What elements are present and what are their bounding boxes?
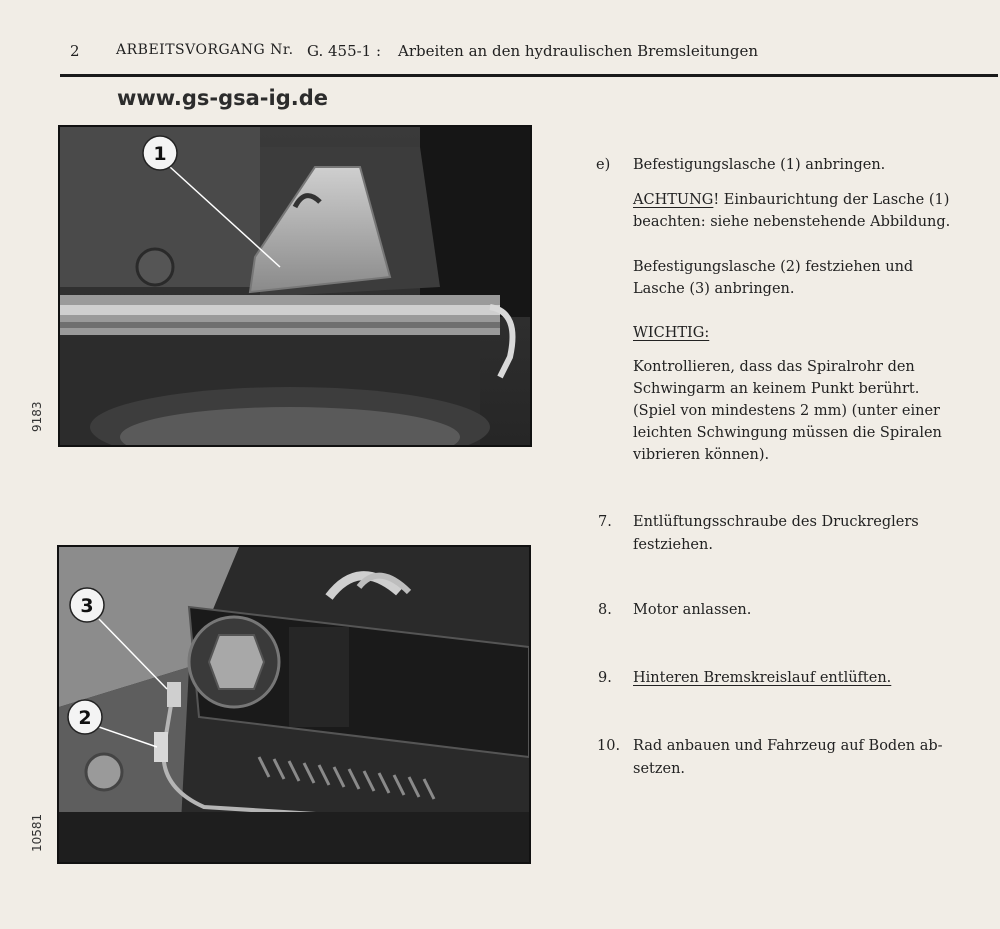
para2-line-1: Befestigungslasche (2) festziehen und	[633, 259, 914, 275]
header-rule	[60, 74, 998, 77]
callout-1: 1	[153, 143, 167, 165]
step-10-line-1: Rad anbauen und Fahrzeug auf Boden ab-	[633, 738, 943, 754]
callout-3: 3	[80, 595, 94, 617]
operation-code: G. 455-1 :	[307, 42, 382, 60]
achtung-word: ACHTUNG	[633, 192, 714, 208]
page-title: Arbeiten an den hydraulischen Bremsleitungen	[398, 42, 759, 60]
photo-mounting-bracket	[58, 125, 532, 447]
photo-number: 9183	[30, 401, 44, 432]
callout-2: 2	[78, 707, 92, 729]
wichtig-heading: WICHTIG:	[633, 325, 710, 341]
wichtig-line-5: vibrieren können).	[633, 447, 770, 463]
step-e-line: Befestigungslasche (1) anbringen.	[633, 157, 886, 173]
step-9-text: Hinteren Bremskreislauf entlüften.	[633, 670, 892, 686]
step-10-line-2: setzen.	[633, 761, 686, 777]
step-marker-10: 10.	[597, 738, 621, 754]
step-marker-e: e)	[596, 157, 611, 173]
wichtig-line-2: Schwingarm an keinem Punkt berührt.	[633, 381, 920, 397]
step-marker-7: 7.	[598, 514, 612, 530]
para2-line-2: Lasche (3) anbringen.	[633, 281, 795, 297]
step-marker-8: 8.	[598, 602, 612, 618]
achtung-line-2: beachten: siehe nebenstehende Abbildung.	[633, 214, 951, 230]
step-marker-9: 9.	[598, 670, 612, 686]
achtung-rest: ! Einbaurichtung der Lasche (1)	[713, 192, 950, 208]
page-number: 2	[70, 42, 81, 60]
photo-swing-arm	[57, 545, 531, 864]
achtung-line	[633, 189, 949, 212]
step-7-line-1: Entlüftungsschraube des Druckreglers	[633, 514, 919, 530]
wichtig-line-1: Kontrollieren, dass das Spiralrohr den	[633, 359, 915, 375]
wichtig-line-3: (Spiel von mindestens 2 mm) (unter einer	[633, 403, 940, 419]
photo-number: 10581	[30, 813, 44, 852]
step-8-text: Motor anlassen.	[633, 602, 752, 618]
wichtig-line-4: leichten Schwingung müssen die Spiralen	[633, 425, 942, 441]
header-label: ARBEITSVORGANG Nr.	[116, 42, 294, 58]
website-watermark: www.gs-gsa-ig.de	[117, 86, 328, 110]
step-7-line-2: festziehen.	[633, 537, 713, 553]
